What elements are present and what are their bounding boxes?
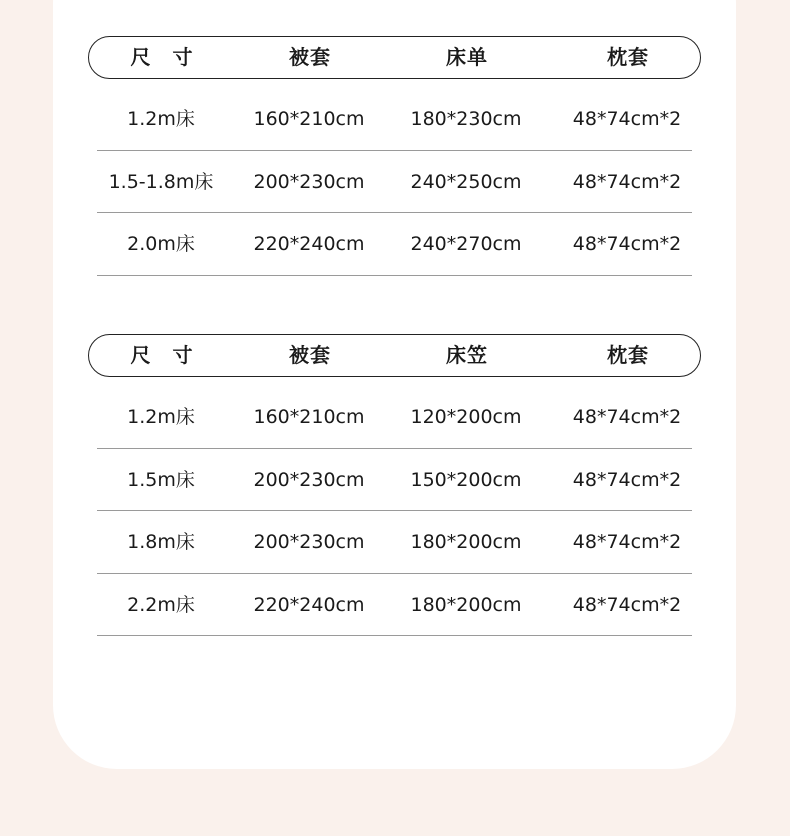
bed-size-cell: 1.2m床 <box>127 108 195 130</box>
size-table-fitted-sheet-set <box>88 334 701 636</box>
duvet-size-cell: 200*230cm <box>253 531 365 553</box>
table-row <box>97 213 692 276</box>
duvet-size-cell: 160*210cm <box>253 406 365 428</box>
table-row <box>97 386 692 449</box>
header-size: 尺 寸 <box>130 45 194 69</box>
fitted-sheet-size-cell: 150*200cm <box>410 468 522 491</box>
bed-size-cell: 1.5m床 <box>127 468 195 491</box>
bed-size-cell: 2.0m床 <box>127 233 195 255</box>
bed-size-cell: 1.5-1.8m床 <box>108 170 214 193</box>
table-row <box>97 151 692 214</box>
fitted-sheet-size-cell: 120*200cm <box>410 406 522 428</box>
header-bed-sheet: 床单 <box>446 45 488 69</box>
table-row <box>97 449 692 512</box>
size-table-bedsheet-set <box>88 36 701 276</box>
pillowcase-size-cell: 48*74cm*2 <box>572 108 682 130</box>
header-duvet-cover: 被套 <box>289 45 331 69</box>
sheet-size-cell: 240*270cm <box>410 233 522 255</box>
duvet-size-cell: 160*210cm <box>253 108 365 130</box>
duvet-size-cell: 220*240cm <box>253 593 365 616</box>
bed-size-cell: 1.2m床 <box>127 406 195 428</box>
header-size: 尺 寸 <box>130 343 194 367</box>
table-row <box>97 574 692 637</box>
duvet-size-cell: 220*240cm <box>253 233 365 255</box>
pillowcase-size-cell: 48*74cm*2 <box>572 531 682 553</box>
pillowcase-size-cell: 48*74cm*2 <box>572 468 682 491</box>
fitted-sheet-size-cell: 180*200cm <box>410 531 522 553</box>
pillowcase-size-cell: 48*74cm*2 <box>572 406 682 428</box>
header-pillowcase: 枕套 <box>607 45 649 69</box>
bed-size-cell: 2.2m床 <box>127 593 195 616</box>
header-fitted-sheet: 床笠 <box>446 343 488 367</box>
duvet-size-cell: 200*230cm <box>253 468 365 491</box>
pillowcase-size-cell: 48*74cm*2 <box>572 170 682 193</box>
pillowcase-size-cell: 48*74cm*2 <box>572 233 682 255</box>
sheet-size-cell: 180*230cm <box>410 108 522 130</box>
duvet-size-cell: 200*230cm <box>253 170 365 193</box>
sheet-size-cell: 240*250cm <box>410 170 522 193</box>
header-duvet-cover: 被套 <box>289 343 331 367</box>
table-row <box>97 88 692 151</box>
table-row <box>97 511 692 574</box>
bed-size-cell: 1.8m床 <box>127 531 195 553</box>
table-header <box>88 334 701 377</box>
table-header <box>88 36 701 79</box>
fitted-sheet-size-cell: 180*200cm <box>410 593 522 616</box>
header-pillowcase: 枕套 <box>607 343 649 367</box>
pillowcase-size-cell: 48*74cm*2 <box>572 593 682 616</box>
